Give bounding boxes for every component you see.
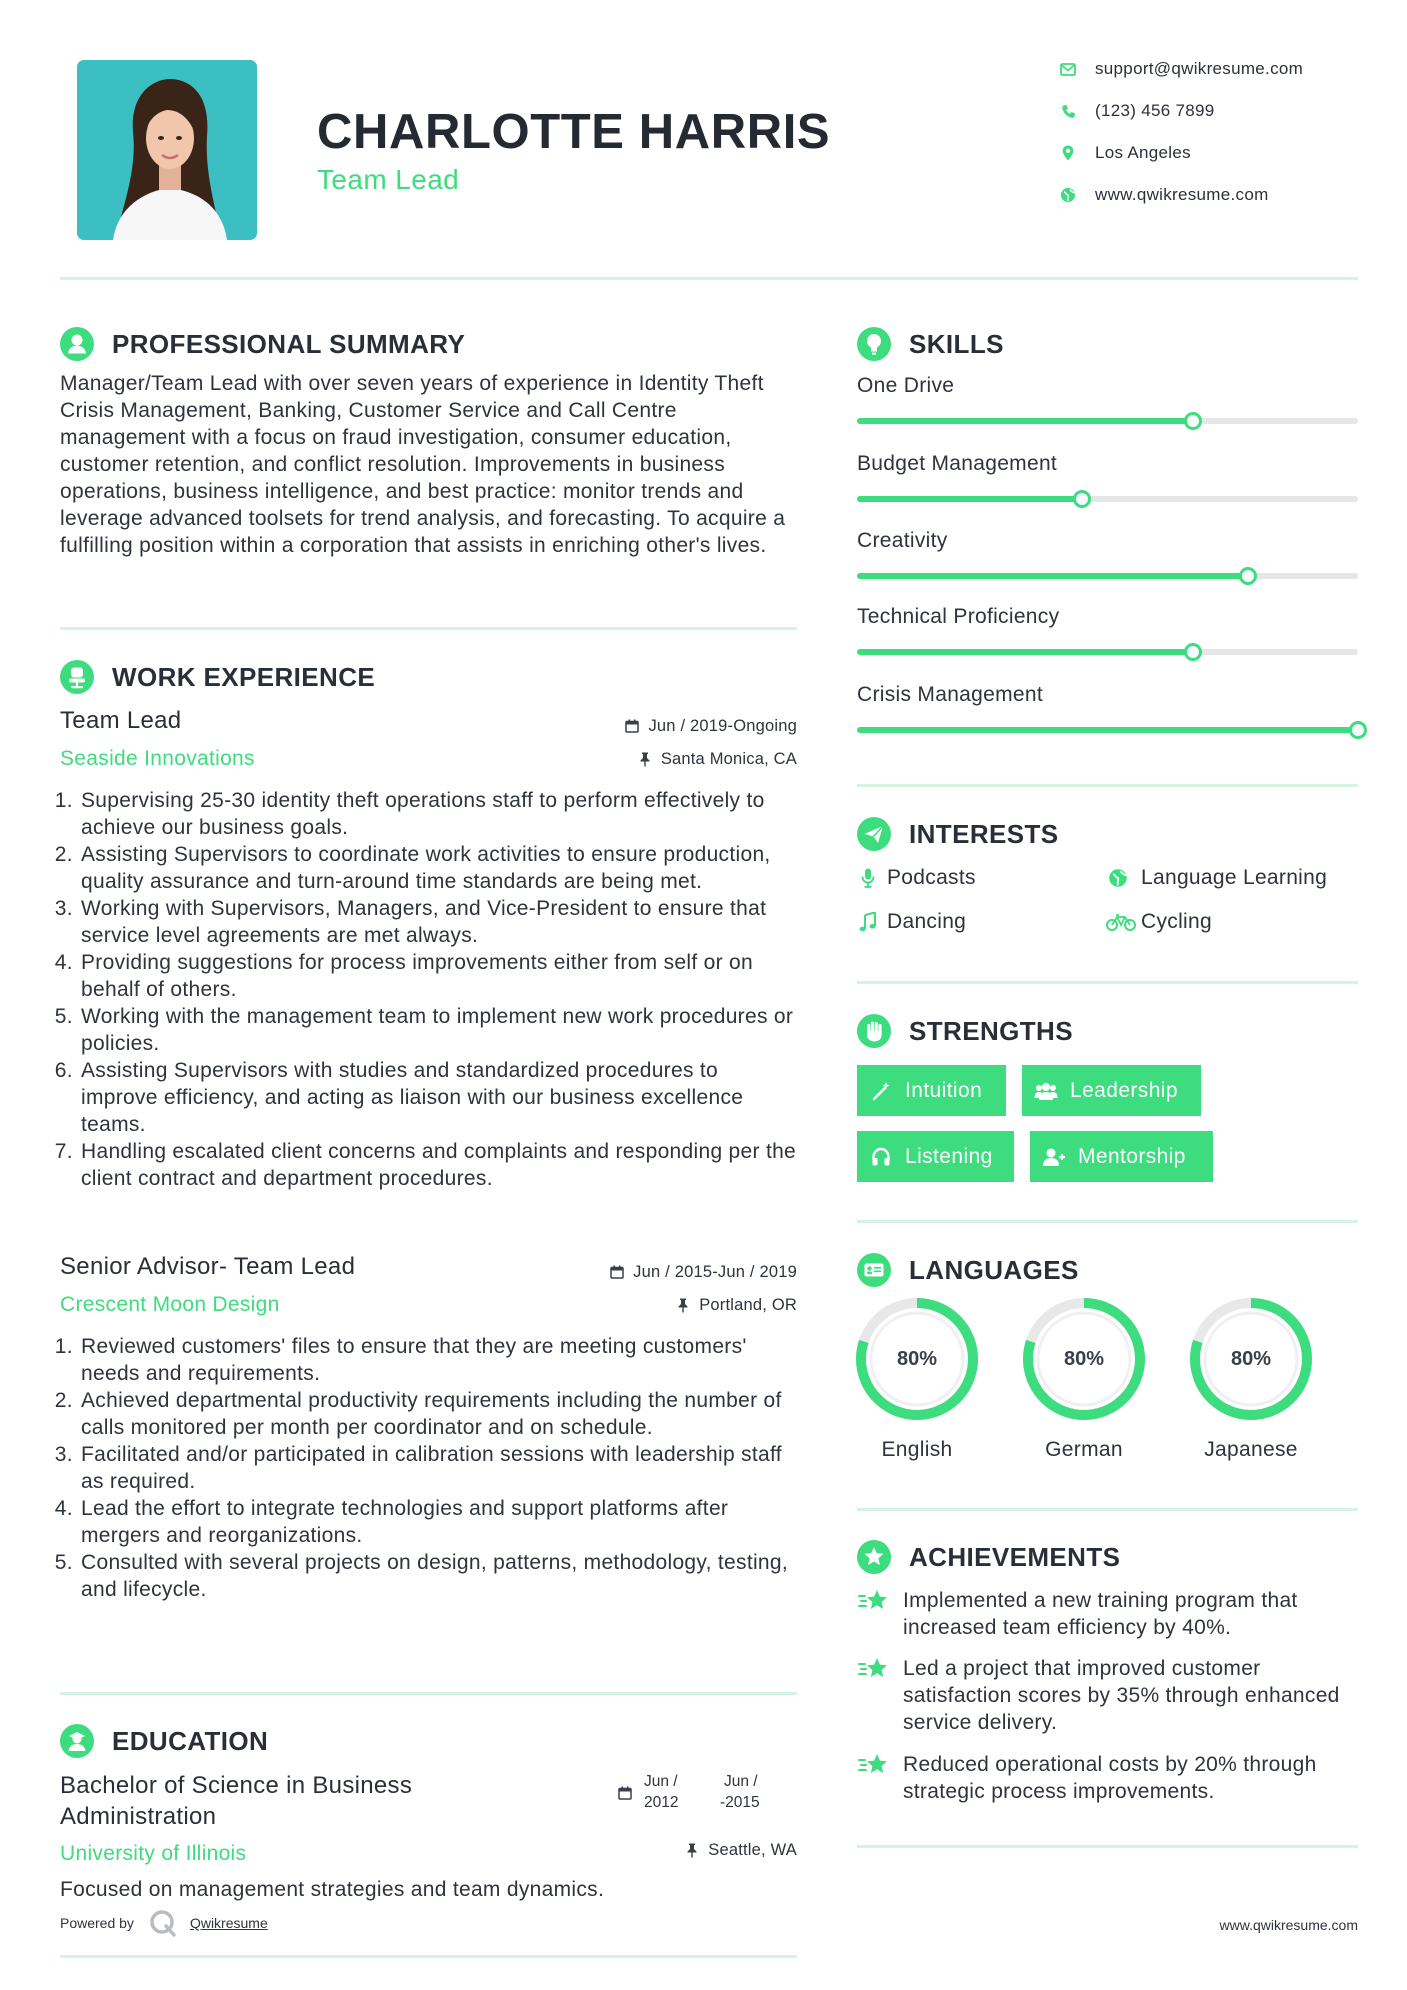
pushpin-icon: [675, 1297, 691, 1313]
strengths-heading: [857, 1014, 1073, 1048]
company-name: Seaside Innovations: [60, 747, 255, 770]
skill-bar: [857, 649, 1358, 655]
powered-by: [60, 1913, 268, 1933]
star-icon: [857, 1587, 891, 1614]
pushpin-icon: [637, 751, 653, 767]
summary-heading-text: PROFESSIONAL SUMMARY: [112, 329, 466, 359]
interest-name: Cycling: [1141, 910, 1212, 933]
skill-name: Crisis Management: [857, 683, 1043, 706]
education-start-date: [644, 1771, 714, 1813]
education-location: [497, 1839, 797, 1861]
bottom-divider: [60, 1955, 797, 1958]
duty-item: 4. Lead the effort to integrate technologies and support platforms after mergers and reorganizations.: [79, 1495, 797, 1549]
language-percent: 80%: [896, 1348, 938, 1370]
end-year: 2015: [725, 1794, 760, 1811]
duty-item: 6. Assisting Supervisors with studies and standardized procedures to improve efficiency, and acting as liaison with our business excellence teams.: [79, 1057, 797, 1138]
office-chair-icon: [60, 660, 94, 694]
id-card-icon: [857, 1253, 891, 1287]
duty-item: 5. Working with the management team to implement new work procedures or policies.: [79, 1003, 797, 1057]
achievement-item: [857, 1587, 1358, 1641]
job-location-text: Portland, OR: [699, 1296, 797, 1314]
interest-item: [1106, 864, 1327, 891]
bicycle-icon: [1106, 911, 1136, 933]
end-year-line: [720, 1792, 760, 1813]
interest-name: Podcasts: [887, 866, 976, 889]
skill-item: [857, 450, 1358, 510]
achievement-item: [857, 1751, 1358, 1805]
users-icon: [1034, 1079, 1058, 1103]
achievements-heading-text: ACHIEVEMENTS: [909, 1542, 1121, 1572]
strengths-divider: [857, 1220, 1358, 1223]
music-note-icon: [857, 911, 879, 933]
skill-name: Technical Proficiency: [857, 605, 1060, 628]
skill-bar-knob: [1349, 721, 1367, 739]
duty-item: 2. Assisting Supervisors to coordinate work activities to ensure production, quality assurance and turn-around time standards are being met.: [79, 841, 797, 895]
calendar-icon: [618, 1782, 636, 1803]
strength-tag: [857, 1131, 1014, 1182]
strength-name: Mentorship: [1078, 1144, 1186, 1168]
interest-name: Dancing: [887, 910, 967, 933]
skill-bar-fill: [857, 727, 1358, 733]
interests-divider: [857, 981, 1358, 984]
date-separator: -: [720, 1794, 726, 1811]
education-heading-text: EDUCATION: [112, 1726, 269, 1756]
header-divider: [60, 277, 1358, 280]
pushpin-icon: [684, 1842, 700, 1858]
email-icon: [1058, 59, 1078, 79]
degree-title: Bachelor of Science in Business Administration: [60, 1772, 413, 1830]
achievements-heading: [857, 1540, 1120, 1574]
award-icon: [857, 1540, 891, 1574]
language-name: English: [881, 1438, 953, 1461]
skill-bar-knob: [1239, 567, 1257, 585]
skill-bar-fill: [857, 418, 1193, 424]
education-location-text: Seattle, WA: [708, 1841, 797, 1859]
job-date-text: Jun / 2019-Ongoing: [648, 717, 797, 735]
headphones-icon: [869, 1145, 893, 1169]
achievement-text: Led a project that improved customer satisfaction scores by 35% through enhanced service delivery.: [903, 1657, 1340, 1734]
strengths-heading-text: STRENGTHS: [909, 1016, 1073, 1046]
paper-plane-icon: [857, 817, 891, 851]
candidate-title: Team Lead: [317, 164, 460, 195]
qwikresume-link[interactable]: Qwikresume: [189, 1915, 268, 1931]
interests-heading-text: INTERESTS: [909, 819, 1059, 849]
duty-item: 2. Achieved departmental productivity requirements including the number of calls monitored per month per coordinator and on schedule.: [79, 1387, 797, 1441]
skill-bar-knob: [1184, 412, 1202, 430]
skill-bar-knob: [1184, 643, 1202, 661]
language-name: German: [1045, 1438, 1123, 1461]
candidate-name: CHARLOTTE HARRIS: [317, 105, 831, 159]
hand-icon: [857, 1014, 891, 1048]
language-percent: 80%: [1063, 1348, 1105, 1370]
footer-website[interactable]: www.qwikresume.com: [1219, 1917, 1358, 1933]
strength-tag: [857, 1065, 1006, 1116]
interests-heading: [857, 817, 1059, 851]
job-location: [497, 748, 797, 770]
skill-bar: [857, 418, 1358, 424]
interest-item: [1106, 908, 1212, 935]
interest-item: [857, 908, 966, 935]
job-title: Senior Advisor- Team Lead: [60, 1253, 356, 1280]
calendar-icon: [624, 718, 640, 734]
strength-tag: [1030, 1131, 1213, 1182]
star-icon: [857, 1655, 891, 1682]
duty-item: 5. Consulted with several projects on design, patterns, methodology, testing, and lifecycle.: [79, 1549, 797, 1603]
skills-divider: [857, 784, 1358, 787]
strength-name: Leadership: [1070, 1078, 1178, 1102]
education-end-date: [720, 1771, 760, 1813]
qwikresume-logo-icon: [148, 1908, 178, 1938]
duty-item: 4. Providing suggestions for process improvements either from self or on behalf of others.: [79, 949, 797, 1003]
map-pin-icon: [1058, 143, 1078, 163]
school-name: University of Illinois: [60, 1842, 247, 1865]
interest-name: Language Learning: [1141, 866, 1328, 889]
skill-item: [857, 681, 1358, 741]
work-heading: [60, 660, 375, 694]
achievement-text: Implemented a new training program that increased team efficiency by 40%.: [903, 1589, 1298, 1639]
strength-tag: [1022, 1065, 1201, 1116]
languages-heading-text: LANGUAGES: [909, 1255, 1079, 1285]
language-percent: 80%: [1230, 1348, 1272, 1370]
skill-bar: [857, 727, 1358, 733]
skill-item: [857, 372, 1358, 432]
summary-heading: [60, 327, 465, 361]
education-heading: [60, 1724, 268, 1758]
skill-name: Creativity: [857, 529, 948, 552]
contact-email[interactable]: [1058, 57, 1303, 81]
work-divider: [60, 1692, 797, 1695]
lightbulb-icon: [857, 327, 891, 361]
microphone-icon: [857, 867, 879, 889]
company-name: Crescent Moon Design: [60, 1293, 280, 1316]
globe-icon: [1058, 185, 1078, 205]
summary-text: Manager/Team Lead with over seven years of experience in Identity Theft Crisis Management, Banking, Customer Service and Call Centre management with a focus on fraud investigation, consumer education, customer retention, and conflict resolution. Improvements in business operations, business intelligence, and best practice: monitor trends and leverage advanced toolsets for trend analysis, and forecasting. To acquire a fulfilling position within a corporation that assists in enriching other's lives.: [60, 372, 786, 557]
language-name: Japanese: [1204, 1438, 1298, 1461]
achievements-divider: [857, 1845, 1358, 1848]
skills-heading-text: SKILLS: [909, 329, 1004, 359]
job-duties-list: [60, 1333, 797, 1603]
graduate-icon: [60, 1724, 94, 1758]
profile-photo: [77, 60, 257, 240]
education-description: Focused on management strategies and team dynamics.: [60, 1878, 605, 1901]
contact-phone[interactable]: [1058, 99, 1215, 123]
phone-icon: [1058, 101, 1078, 121]
achievement-text: Reduced operational costs by 20% through strategic process improvements.: [903, 1753, 1317, 1803]
language-item: [853, 1295, 981, 1465]
job-date-text: Jun / 2015-Jun / 2019: [633, 1263, 797, 1281]
duty-item: 7. Handling escalated client concerns and complaints and responding per the client contract and department procedures.: [79, 1138, 797, 1192]
star-icon: [857, 1751, 891, 1778]
duty-item: 3. Facilitated and/or participated in calibration sessions with leadership staff as required.: [79, 1441, 797, 1495]
work-heading-text: WORK EXPERIENCE: [112, 662, 376, 692]
achievement-item: [857, 1655, 1358, 1736]
languages-divider: [857, 1508, 1358, 1511]
job-location-text: Santa Monica, CA: [660, 750, 797, 768]
powered-by-label: Powered by: [60, 1915, 134, 1931]
job-date: [497, 1261, 797, 1283]
skill-item: [857, 603, 1358, 663]
skill-name: Budget Management: [857, 452, 1058, 475]
language-item: [1020, 1295, 1148, 1465]
duty-item: 3. Working with Supervisors, Managers, and Vice-President to ensure that service level agreements are met always.: [79, 895, 797, 949]
contact-location: [1058, 141, 1191, 165]
strength-name: Listening: [905, 1144, 993, 1168]
skill-bar: [857, 496, 1358, 502]
duty-item: 1. Reviewed customers' files to ensure that they are meeting customers' needs and requirements.: [79, 1333, 797, 1387]
calendar-icon: [609, 1264, 625, 1280]
start-month: Jun /: [644, 1773, 678, 1790]
contact-website-text: www.qwikresume.com: [1095, 185, 1269, 204]
languages-heading: [857, 1253, 1079, 1287]
job-location: [497, 1294, 797, 1316]
contact-email-text: support@qwikresume.com: [1095, 59, 1304, 78]
contact-location-text: Los Angeles: [1095, 143, 1191, 162]
skill-name: One Drive: [857, 374, 955, 397]
job-title: Team Lead: [60, 707, 182, 734]
end-month: Jun /: [724, 1773, 758, 1790]
magic-wand-icon: [869, 1079, 893, 1103]
duty-item: 1. Supervising 25-30 identity theft operations staff to perform effectively to achieve our business goals.: [79, 787, 797, 841]
skills-heading: [857, 327, 1004, 361]
user-icon: [60, 327, 94, 361]
strength-name: Intuition: [905, 1078, 983, 1102]
education-dates: [618, 1771, 760, 1813]
skill-bar: [857, 573, 1358, 579]
skill-bar-fill: [857, 649, 1193, 655]
job-duties-list: [60, 787, 797, 1192]
language-item: [1187, 1295, 1315, 1465]
skill-bar-fill: [857, 496, 1082, 502]
skill-bar-fill: [857, 573, 1248, 579]
summary-divider: [60, 627, 797, 630]
contact-website[interactable]: [1058, 183, 1269, 207]
skill-bar-knob: [1073, 490, 1091, 508]
user-plus-icon: [1042, 1145, 1066, 1169]
contact-phone-text: (123) 456 7899: [1095, 101, 1215, 120]
skill-item: [857, 527, 1358, 587]
job-date: [497, 715, 797, 737]
globe-icon: [1106, 867, 1130, 889]
start-year: 2012: [644, 1794, 679, 1811]
interest-item: [857, 864, 976, 891]
